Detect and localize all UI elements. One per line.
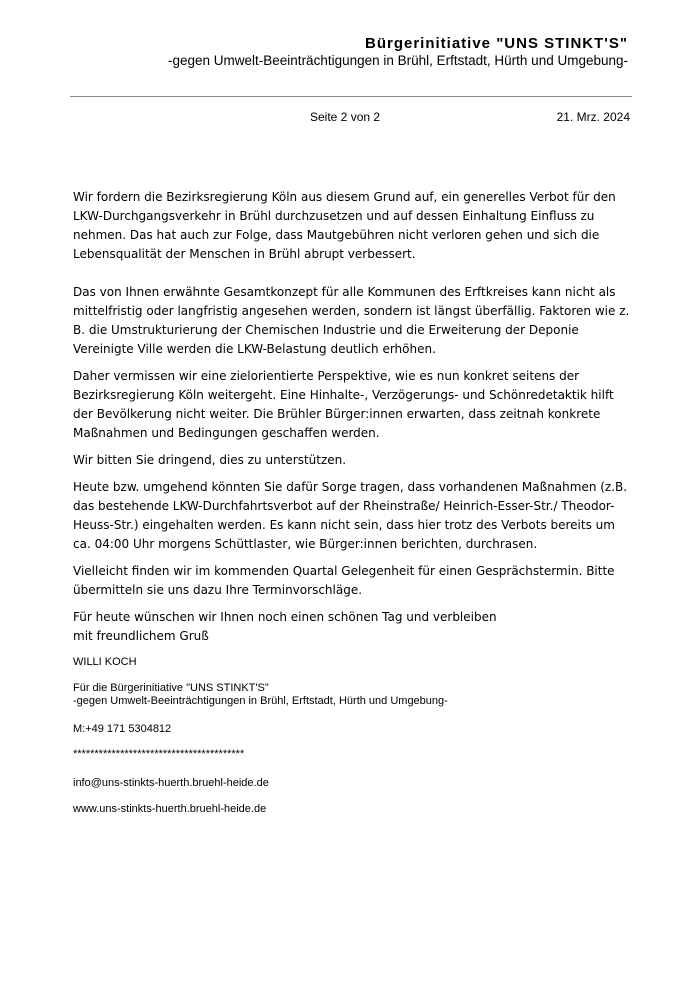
letterhead-tagline: -gegen Umwelt-Beeinträchtigungen in Brühl, Erftstadt, Hürth und Umgebung- — [168, 53, 628, 68]
body-paragraph-3: Daher vermissen wir eine zielorientierte Perspektive, wie es nun konkret seitens der Bezirksregierung Köln weitergeht. Eine Hinhalte-, Verzögerungs- und Schönredetaktik hilft der Bevölkerung nicht weiter. Die Brühler Bürger:innen erwarten, dass zeitnah konkrete Maßnahmen und Bedingungen geschaffen werden. — [73, 369, 614, 440]
signature-email: info@uns-stinkts-huerth.bruehl-heide.de — [73, 777, 269, 789]
signature-separator: **************************************** — [73, 748, 245, 760]
body-paragraph-2: Das von Ihnen erwähnte Gesamtkonzept für alle Kommunen des Erftkreises kann nicht als mittelfristig oder langfristig angesehen werden, sondern ist längst überfällig. Faktoren wie z. B. die Umstrukturierung der Chemischen Industrie und die Erweiterung der Deponie Vereinigte Ville werden die LKW-Belastung deutlich erhöhen. — [73, 285, 630, 356]
body-paragraph-6: Vielleicht finden wir im kommenden Quartal Gelegenheit für einen Gesprächstermin. Bitte übermitteln sie uns dazu Ihre Terminvorschläge. — [73, 564, 615, 597]
closing-line-2: mit freundlichem Gruß — [73, 629, 209, 643]
signature-tagline: -gegen Umwelt-Beeinträchtigungen in Brühl, Erftstadt, Hürth und Umgebung- — [73, 695, 448, 707]
signer-name: WILLI KOCH — [73, 656, 137, 668]
letterhead-organization: Bürgerinitiative "UNS STINKT'S" — [365, 35, 628, 52]
signature-block — [73, 656, 448, 816]
page-indicator: Seite 2 von 2 — [310, 110, 381, 124]
letter-date: 21. Mrz. 2024 — [556, 110, 630, 124]
closing-line-1: Für heute wünschen wir Ihnen noch einen schönen Tag und verbleiben — [73, 610, 497, 624]
signature-phone: M:+49 171 5304812 — [73, 723, 172, 735]
body-paragraph-5: Heute bzw. umgehend könnten Sie dafür Sorge tragen, dass vorhandenen Maßnahmen (z.B. das bestehende LKW-Durchfahrtsverbot auf der Rheinstraße/ Heinrich-Esser-Str./ Theodor-Heuss-Str.) eingehalten werden. Es kann nicht sein, dass hier trotz des Verbots bereits um ca. 04:00 Uhr morgens Schüttlaster, wie Bürger:innen berichten, durchrasen. — [73, 480, 628, 551]
header-divider — [70, 96, 632, 97]
signature-website: www.uns-stinkts-huerth.bruehl-heide.de — [73, 803, 267, 815]
body-paragraph-1: Wir fordern die Bezirksregierung Köln aus diesem Grund auf, ein generelles Verbot für den LKW-Durchgangsverkehr in Brühl durchzusetzen und auf dessen Einhaltung Einfluss zu nehmen. Das hat auch zur Folge, dass Mautgebühren nicht verloren gehen und sich die Lebensqualität der Menschen in Brühl abrupt verbessert. — [73, 190, 616, 261]
body-paragraph-4: Wir bitten Sie dringend, dies zu unterstützen. — [73, 453, 347, 467]
letter-body — [73, 188, 633, 646]
signature-on-behalf: Für die Bürgerinitiative "UNS STINKT'S" — [73, 682, 269, 694]
